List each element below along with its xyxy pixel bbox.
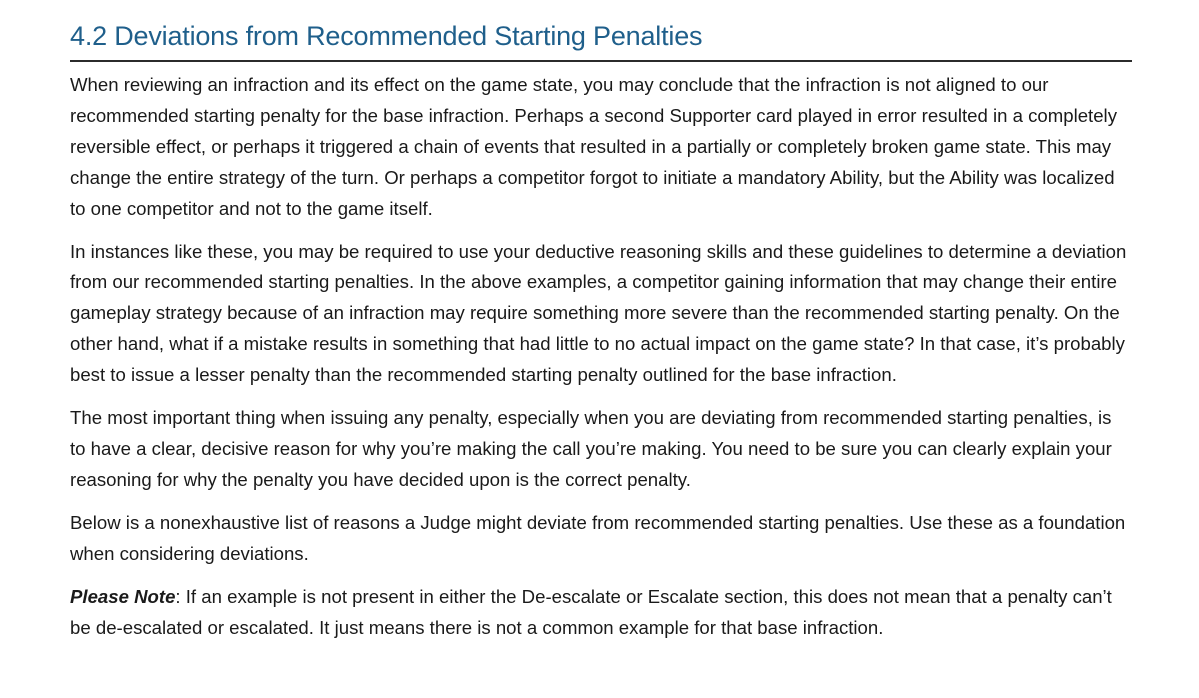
please-note-paragraph [70, 582, 1132, 644]
paragraph-nonexhaustive-list: Below is a nonexhaustive list of reasons a Judge might deviate from recommended starting penalties. Use these as a foundation when considering deviations. [70, 511, 1126, 564]
please-note-label: Please Note: [70, 585, 181, 607]
section-heading: 4.2 Deviations from Recommended Starting Penalties [70, 21, 703, 51]
paragraph-infraction-review: When reviewing an infraction and its effect on the game state, you may conclude that the infraction is not aligned to our recommended starting penalty for the base infraction. Perhaps a second Supporter card played in error resulted in a completely reversible effect, or perhaps it triggered a chain of events that resulted in a partially or completely broken game state. This may change the entire strategy of the turn. Or perhaps a competitor forgot to initiate a mandatory Ability, but the Ability was localized to one competitor and not to the game itself. [70, 74, 1117, 219]
document-page [70, 0, 1132, 655]
paragraph-deductive-reasoning: In instances like these, you may be required to use your deductive reasoning skills and these guidelines to determine a deviation from our recommended starting penalties. In the above examples, a competitor gaining information that may change their entire gameplay strategy because of an infraction may require something more severe than the recommended starting penalty. On the other hand, what if a mistake results in something that had little to no actual impact on the game state? In that case, it’s probably best to issue a lesser penalty than the recommended starting penalty outlined for the base infraction. [70, 240, 1127, 386]
heading-divider [70, 60, 1132, 62]
please-note-text: If an example is not present in either the De-escalate or Escalate section, this does not mean that a penalty can’t be de-escalated or escalated. It just means there is not a common example for that base infraction. [70, 585, 1112, 638]
paragraph-clear-reason: The most important thing when issuing any penalty, especially when you are deviating from recommended starting penalties, is to have a clear, decisive reason for why you’re making the call you’re making. You need to be sure you can clearly explain your reasoning for why the penalty you have decided upon is the correct penalty. [70, 407, 1112, 490]
